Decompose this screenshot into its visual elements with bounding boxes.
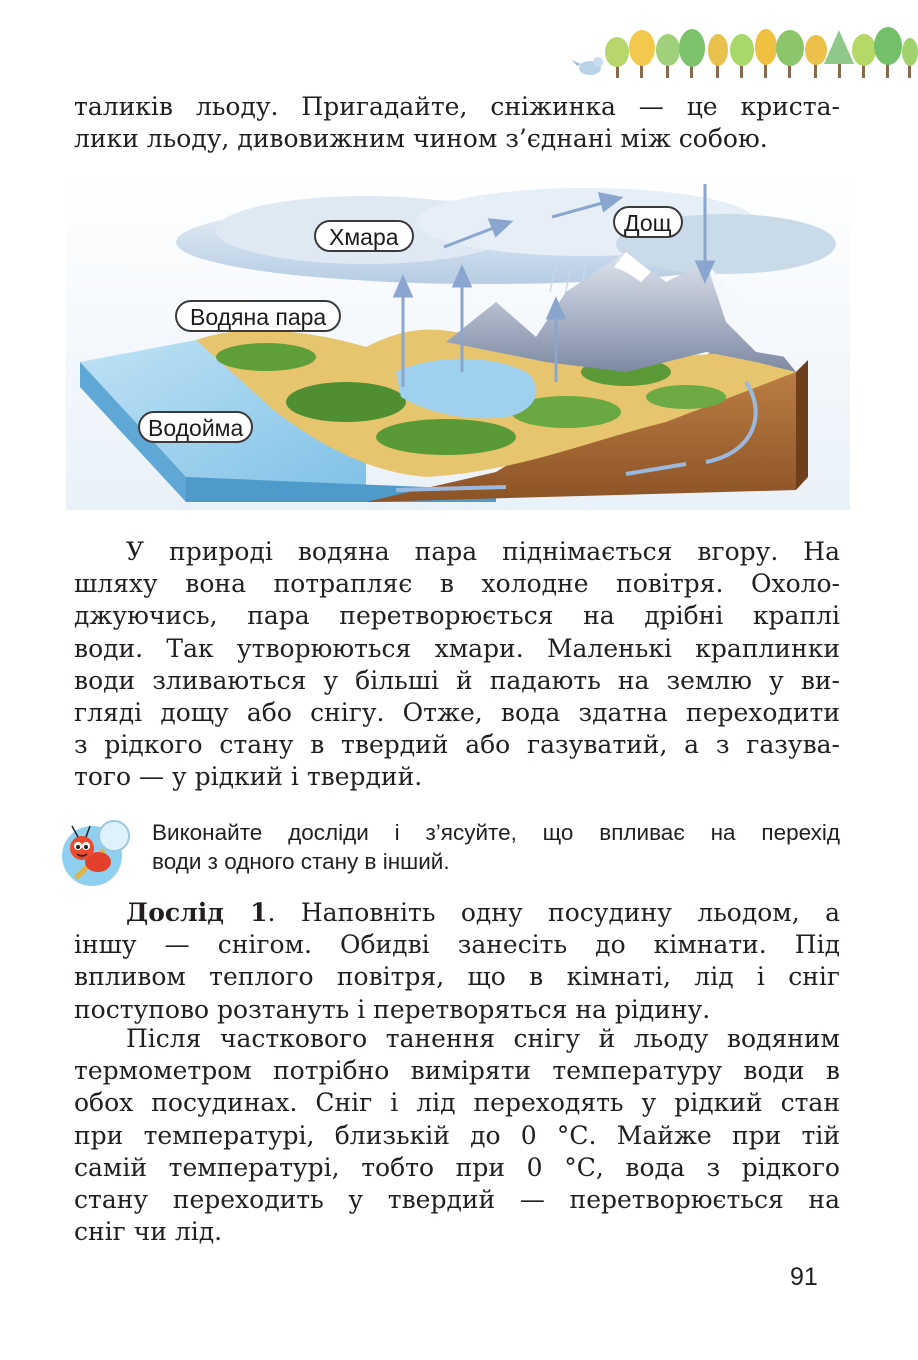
nature-paragraph bbox=[74, 536, 840, 794]
text-line: води з одного стану в інший. bbox=[152, 849, 450, 874]
text-line: самій температурі, тобто при 0 °С, вода з рідкого bbox=[74, 1152, 840, 1182]
text-line: гляді дощу або снігу. Отже, вода здатна переходити bbox=[74, 698, 840, 728]
page-number: 91 bbox=[790, 1263, 818, 1291]
experiment-1-paragraph bbox=[74, 897, 840, 1026]
text-line: термометром потрібно виміряти температуру води в bbox=[74, 1056, 840, 1086]
text-line: води зливаються у більші й падають на землю у ви- bbox=[74, 665, 840, 695]
label-cloud: Хмара bbox=[314, 220, 414, 252]
ant-with-magnifier-icon bbox=[58, 814, 134, 890]
text-line: лики льоду, дивовижним чином з’єднані між собою. bbox=[74, 124, 768, 154]
text-line: джуючись, пара перетворюється на дрібні краплі bbox=[74, 601, 840, 631]
intro-paragraph bbox=[74, 91, 840, 155]
experiment-1-text: . Наповніть одну посудину льодом, а bbox=[267, 898, 841, 927]
experiment-1-title: Дослід 1 bbox=[126, 898, 268, 927]
text-line bbox=[74, 897, 840, 929]
tree-icon bbox=[605, 27, 918, 78]
text-line: таликів льоду. Пригадайте, сніжинка — це криста- bbox=[74, 92, 840, 121]
text-line: води. Так утворюються хмари. Маленькі краплинки bbox=[74, 633, 840, 663]
text-line: У природі водяна пара піднімається вгору. На bbox=[126, 537, 840, 566]
text-line: іншу — снігом. Обидві занесіть до кімнати. Під bbox=[74, 930, 840, 960]
water-cycle-diagram bbox=[66, 172, 850, 510]
text-line: поступово розтануть і перетворяться на рідину. bbox=[74, 994, 711, 1024]
measurement-paragraph bbox=[74, 1023, 840, 1248]
text-line: впливом теплого повітря, що в кімнаті, лід і сніг bbox=[74, 962, 840, 992]
water-cycle-illustration bbox=[66, 172, 850, 510]
trees-decoration bbox=[572, 20, 918, 82]
text-line: при температурі, близькій до 0 °С. Майже при тій bbox=[74, 1120, 840, 1150]
text-line: Після часткового танення снігу й льоду водяним bbox=[126, 1024, 840, 1053]
text-line: обох посудинах. Сніг і лід переходять у рідкий стан bbox=[74, 1088, 840, 1118]
label-water-body: Водойма bbox=[138, 411, 253, 443]
label-water-vapor: Водяна пара bbox=[175, 300, 341, 332]
bird-icon bbox=[572, 57, 603, 75]
text-line: сніг чи лід. bbox=[74, 1217, 223, 1247]
text-line: стану переходить у твердий — перетворюється на bbox=[74, 1185, 840, 1215]
label-rain: Дощ bbox=[613, 206, 683, 238]
task-instruction bbox=[152, 818, 840, 876]
text-line: Виконайте досліди і з’ясуйте, що впливає на перехід bbox=[152, 820, 840, 845]
text-line: шляху вона потрапляє в холодне повітря. Охоло- bbox=[74, 569, 840, 599]
text-line: з рідкого стану в твердий або газуватий, а з газува- bbox=[74, 730, 840, 760]
text-line: того — у рідкий і твердий. bbox=[74, 762, 423, 792]
